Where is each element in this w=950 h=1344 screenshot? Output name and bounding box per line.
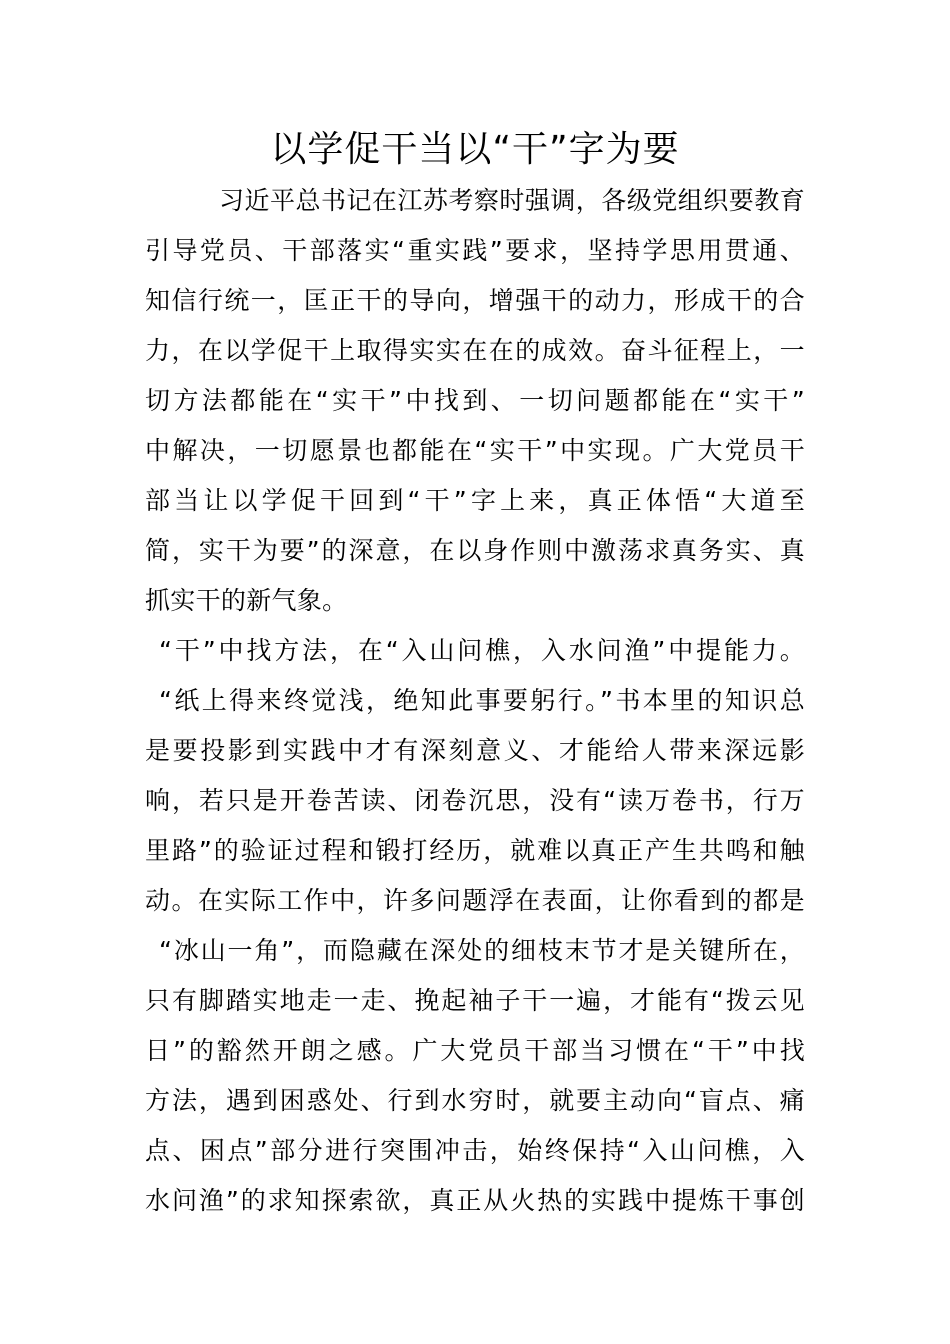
document-body (145, 176, 805, 1226)
paragraph-line: 中解决，一切愿景也都能在“实干”中实现。广大党员干 (145, 436, 805, 465)
paragraph-line: 是要投影到实践中才有深刻意义、才能给人带来深远影 (145, 736, 805, 765)
paragraph-line: 点、困点”部分进行突围冲击，始终保持“入山问樵，入 (145, 1136, 805, 1165)
paragraph-line: 部当让以学促干回到“干”字上来，真正体悟“大道至 (145, 486, 805, 515)
paragraph-line: 日”的豁然开朗之感。广大党员干部当习惯在“干”中找 (145, 1036, 805, 1065)
paragraph-line: 力，在以学促干上取得实实在在的成效。奋斗征程上，一 (145, 336, 805, 365)
paragraph-line: 简，实干为要”的深意，在以身作则中激荡求真务实、真 (145, 536, 805, 565)
document-title: 以学促干当以“干”字为要 (270, 129, 680, 170)
paragraph-line: 水问渔”的求知探索欲，真正从火热的实践中提炼干事创 (145, 1186, 805, 1215)
paragraph-line: 抓实干的新气象。 (145, 586, 348, 615)
paragraph-line: 响，若只是开卷苦读、闭卷沉思，没有“读万卷书，行万 (145, 786, 805, 815)
paragraph-line: 知信行统一，匡正干的导向，增强干的动力，形成干的合 (145, 286, 805, 315)
paragraph-line: “冰山一角”，而隐藏在深处的细枝末节才是关键所在， (159, 936, 805, 965)
paragraph-line: “纸上得来终觉浅，绝知此事要躬行。”书本里的知识总 (159, 686, 805, 715)
paragraph-line: 只有脚踏实地走一走、挽起袖子干一遍，才能有“拨云见 (145, 986, 805, 1015)
paragraph-line: 方法，遇到困惑处、行到水穷时，就要主动向“盲点、痛 (145, 1086, 805, 1115)
paragraph-line: 习近平总书记在江苏考察时强调，各级党组织要教育 (219, 186, 805, 215)
paragraph-line: “干”中找方法，在“入山问樵，入水问渔”中提能力。 (159, 636, 805, 665)
paragraph-line: 动。在实际工作中，许多问题浮在表面，让你看到的都是 (145, 886, 805, 915)
paragraph-line: 切方法都能在“实干”中找到、一切问题都能在“实干” (145, 386, 805, 415)
paragraph-line: 里路”的验证过程和锻打经历，就难以真正产生共鸣和触 (145, 836, 805, 865)
paragraph-line: 引导党员、干部落实“重实践”要求，坚持学思用贯通、 (145, 236, 805, 265)
